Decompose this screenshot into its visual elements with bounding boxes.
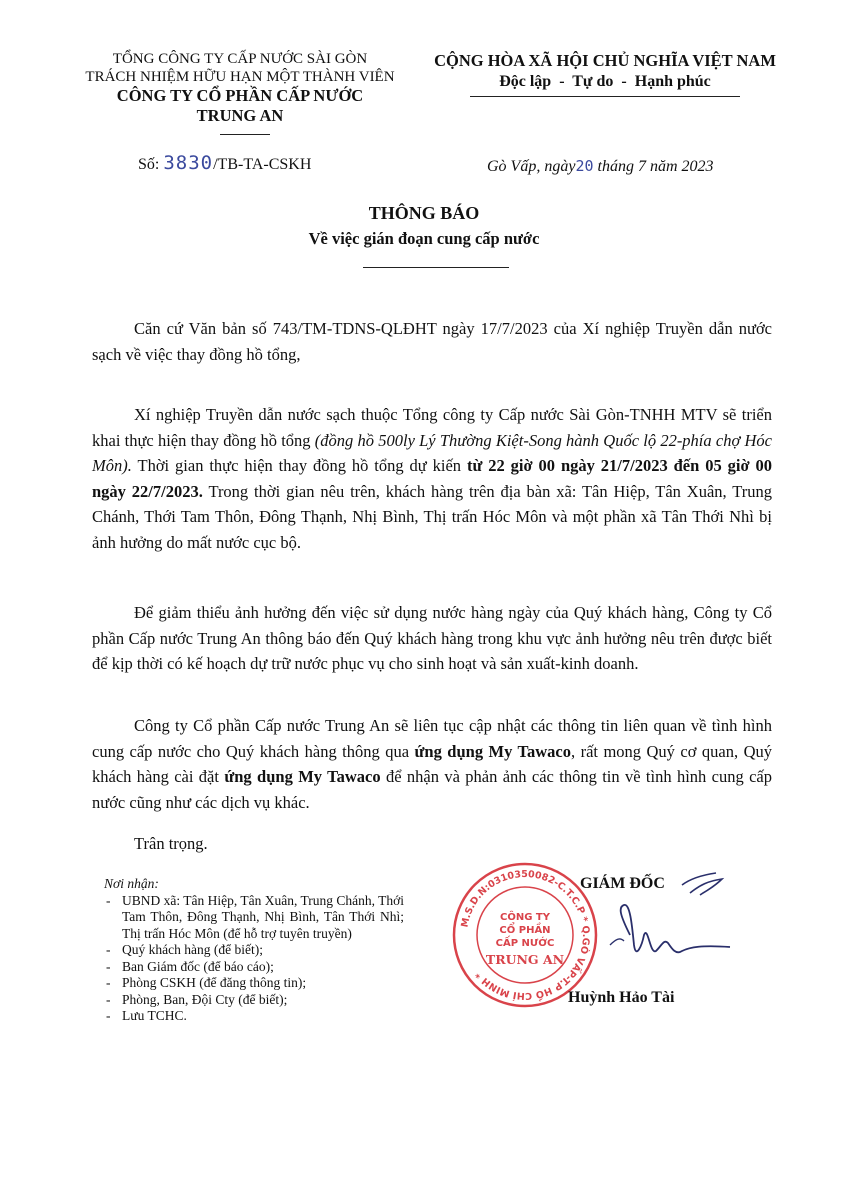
recipient-item: - Ban Giám đốc (để báo cáo); [104,959,404,976]
title-divider [363,267,509,268]
recipient-item: - Lưu TCHC. [104,1008,404,1025]
recipient-item: - Phòng, Ban, Đội Cty (để biết); [104,992,404,1009]
paragraph-maintenance-details [92,402,772,555]
seal-line-2: CỔ PHẦN [499,925,551,936]
company-seal-icon [450,860,600,1010]
p2-meter-location: (đồng hồ 500ly Lý Thường Kiệt-Song hành Quốc lộ 22-phía chợ Hóc Môn). [92,430,772,475]
handwritten-signature-icon [590,865,740,975]
national-header [420,50,790,92]
p2-text-c: Thời gian thực hiện thay đồng hồ tổng dự kiến [131,456,467,475]
date-rest: tháng 7 năm 2023 [593,158,714,175]
recipient-item: - Phòng CSKH (để đăng thông tin); [104,975,404,992]
seal-line-1: CÔNG TY [500,912,550,923]
issuing-organization [70,50,410,126]
reference-number [138,152,311,174]
p4-app-name-1: ứng dụng My Tawaco [414,741,572,761]
recipient-item: - Quý khách hàng (để biết); [104,942,404,959]
document-subtitle: Về việc gián đoạn cung cấp nước [308,229,540,248]
org-line-1: TỔNG CÔNG TY CẤP NƯỚC SÀI GÒN [112,51,368,67]
org-line-4: TRUNG AN [196,106,284,125]
document-title: THÔNG BÁO [368,203,480,223]
reference-suffix: /TB-TA-CSKH [213,156,312,173]
seal-ring-text: M.S.D.N:0310350082-C.T.C.P * Q.GÒ VẤP-T.P HỒ CHÍ MINH * [459,868,592,1002]
motto-divider [470,96,740,97]
p4-text-e: để nhận và phản ảnh các thông tin về tình hình cung cấp nước cũng như các dịch vụ khác. [92,767,773,812]
country-name: CỘNG HÒA XÃ HỘI CHỦ NGHĨA VIỆT NAM [434,51,776,70]
date-handwritten-day: 20 [575,157,594,175]
org-divider [220,134,270,135]
date-prefix: Gò Vấp, ngày [487,158,576,175]
recipients-title: Nơi nhận: [104,876,159,891]
p2-affected-areas: Trong thời gian nêu trên, khách hàng trên địa bàn xã: Tân Hiệp, Tân Xuân, Trung Chánh, Thới Tam Thôn, Đông Thạnh, Nhị Bình, Thị trấn Hóc Môn và một phần xã Tân Thới Nhì bị ảnh hưởng do mất nước cục bộ. [92,481,772,552]
p4-app-name-2: ứng dụng My Tawaco [224,767,381,786]
recipient-item: - UBND xã: Tân Hiệp, Tân Xuân, Trung Chánh, Thới Tam Thôn, Đông Thạnh, Nhị Bình, Tân Thới Nhì; Thị trấn Hóc Môn (để hỗ trợ tuyên truyền) [104,893,404,943]
closing-salutation: Trân trọng. [134,834,208,853]
seal-line-3: CẤP NƯỚC [495,938,555,949]
recipients-list [104,893,404,1025]
p2-text-a: Xí nghiệp Truyền dẫn nước sạch thuộc Tổng công ty Cấp nước Sài Gòn-TNHH MTV sẽ triển khai thực hiện thay đồng hồ tổng [92,405,772,450]
recipients-block [104,876,404,1025]
paragraph-app-updates [92,713,772,815]
signer-title: GIÁM ĐỐC [580,875,665,892]
paragraph-advisory: Để giảm thiểu ảnh hưởng đến việc sử dụng nước hàng ngày của Quý khách hàng, Công ty Cổ phần Cấp nước Trung An thông báo đến Quý khách hàng trong khu vực ảnh hưởng nêu trên được biết để kịp thời có kế hoạch dự trữ nước phục vụ cho sinh hoạt và sản xuất-kinh doanh. [92,603,772,673]
signer-name: Huỳnh Hảo Tài [568,989,675,1006]
org-line-2: TRÁCH NHIỆM HỮU HẠN MỘT THÀNH VIÊN [85,69,395,85]
p2-outage-time: từ 22 giờ 00 ngày 21/7/2023 đến 05 giờ 00 ngày 22/7/2023. [92,456,772,501]
org-line-3: CÔNG TY CỔ PHẦN CẤP NƯỚC [116,86,364,105]
issue-date [487,157,714,176]
p4-text-a: Công ty Cổ phần Cấp nước Trung An sẽ liên tục cập nhật các thông tin liên quan về tình hình cung cấp nước cho Quý khách hàng thông qua [92,716,772,761]
reference-handwritten-number: 3830 [163,152,214,174]
reference-prefix: Số: [138,156,164,173]
national-motto: Độc lập - Tự do - Hạnh phúc [499,73,711,90]
paragraph-legal-basis: Căn cứ Văn bản số 743/TM-TDNS-QLĐHT ngày 17/7/2023 của Xí nghiệp Truyền dẫn nước sạch về việc thay đồng hồ tổng, [92,319,772,364]
seal-line-4: TRUNG AN [485,952,565,967]
p4-text-c: , rất mong Quý cơ quan, Quý khách hàng cài đặt [92,741,772,786]
